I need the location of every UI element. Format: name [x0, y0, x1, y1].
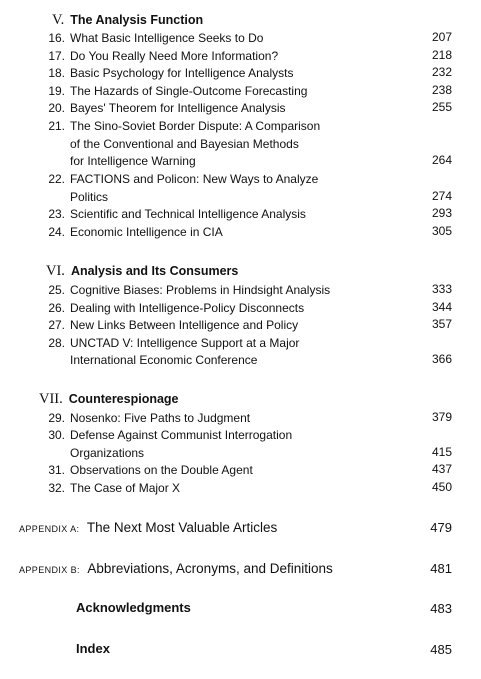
chapter-title-continued: International Economic Conference: [70, 353, 258, 367]
chapter-title: The Case of Major X: [70, 480, 181, 495]
page-number: 357: [431, 317, 452, 331]
chapter-number: 27.: [48, 318, 65, 332]
chapter-title: The Sino-Soviet Border Dispute: A Comparison: [70, 119, 321, 133]
chapter-title: What Basic Intelligence Seeks to Do: [70, 31, 264, 45]
page-number: 344: [431, 299, 452, 314]
appendix-label: APPENDIX A:: [19, 524, 80, 534]
part-heading: [39, 391, 179, 408]
chapter-title: Nosenko: Five Paths to Judgment: [70, 410, 251, 425]
index-title: Index: [76, 641, 110, 656]
page-number: 366: [431, 352, 452, 366]
appendix-entry: [19, 519, 277, 537]
page-number: 450: [431, 479, 452, 494]
chapter-number: 32.: [48, 480, 65, 495]
page-number: 305: [431, 223, 452, 238]
page-number: 218: [431, 47, 452, 62]
part-numeral: V.: [52, 12, 65, 28]
chapter-title: Bayes' Theorem for Intelligence Analysis: [70, 101, 286, 115]
part-title: The Analysis Function: [70, 13, 204, 27]
chapter-title: The Hazards of Single-Outcome Forecasting: [70, 83, 308, 98]
chapter-number: 17.: [48, 48, 65, 63]
page-number: 207: [431, 30, 452, 44]
appendix-title: Abbreviations, Acronyms, and Definitions: [87, 561, 333, 576]
part-numeral: VI.: [46, 263, 65, 279]
chapter-number: 20.: [48, 101, 65, 115]
chapter-title-continued: Organizations: [70, 445, 145, 460]
chapter-title: UNCTAD V: Intelligence Support at a Major: [70, 335, 300, 350]
page-number: 379: [431, 409, 452, 424]
chapter-number: 26.: [48, 300, 65, 315]
page-number: 255: [431, 100, 452, 114]
chapter-number: 16.: [48, 31, 65, 45]
chapter-number: 28.: [48, 335, 65, 350]
part-heading: [52, 12, 203, 29]
chapter-title: FACTIONS and Policon: New Ways to Analyze: [70, 172, 319, 186]
chapter-number: 25.: [48, 283, 65, 297]
chapter-title: Scientific and Technical Intelligence Analysis: [70, 207, 306, 221]
part-numeral: VII.: [39, 391, 63, 407]
chapter-number: 23.: [48, 207, 65, 221]
chapter-title: Economic Intelligence in CIA: [70, 224, 223, 239]
chapter-number: 29.: [48, 410, 65, 425]
appendix-label: APPENDIX B:: [19, 565, 80, 575]
chapter-title: Dealing with Intelligence-Policy Disconnects: [70, 300, 305, 315]
part-heading: [46, 263, 238, 280]
chapter-title-continued: Politics: [70, 189, 109, 204]
chapter-number: 18.: [48, 66, 65, 80]
page-number: 333: [431, 282, 452, 296]
chapter-title: Do You Really Need More Information?: [70, 48, 279, 63]
chapter-number: 19.: [48, 83, 65, 98]
part-title: Counterespionage: [68, 392, 179, 406]
chapter-title: Cognitive Biases: Problems in Hindsight Analysis: [70, 283, 331, 297]
page-number: 274: [431, 188, 452, 203]
page-number: 485: [430, 642, 452, 657]
page-number: 293: [431, 206, 452, 220]
page-number: 481: [430, 561, 452, 576]
chapter-title-continued: for Intelligence Warning: [70, 154, 196, 168]
chapter-title: Basic Psychology for Intelligence Analysts: [70, 66, 294, 80]
chapter-title: New Links Between Intelligence and Policy: [70, 318, 299, 332]
part-title: Analysis and Its Consumers: [70, 264, 239, 278]
chapter-number: 22.: [48, 172, 65, 186]
page-number: 232: [431, 65, 452, 79]
chapter-title: Defense Against Communist Interrogation: [70, 428, 293, 442]
page-number: 238: [431, 82, 452, 97]
chapter-title: Observations on the Double Agent: [70, 463, 253, 477]
page-number: 437: [431, 462, 452, 476]
chapter-number: 31.: [48, 463, 65, 477]
page-number: 479: [430, 520, 452, 535]
acknowledgments-title: Acknowledgments: [76, 600, 191, 615]
page-number: 483: [430, 601, 452, 616]
chapter-number: 21.: [48, 119, 65, 133]
chapter-number: 24.: [48, 224, 65, 239]
appendix-title: The Next Most Valuable Articles: [86, 520, 278, 535]
chapter-number: 30.: [48, 428, 65, 442]
chapter-title-continued: of the Conventional and Bayesian Methods: [70, 136, 299, 151]
page-number: 415: [431, 444, 452, 459]
appendix-entry: [19, 560, 333, 578]
page-number: 264: [431, 153, 452, 167]
